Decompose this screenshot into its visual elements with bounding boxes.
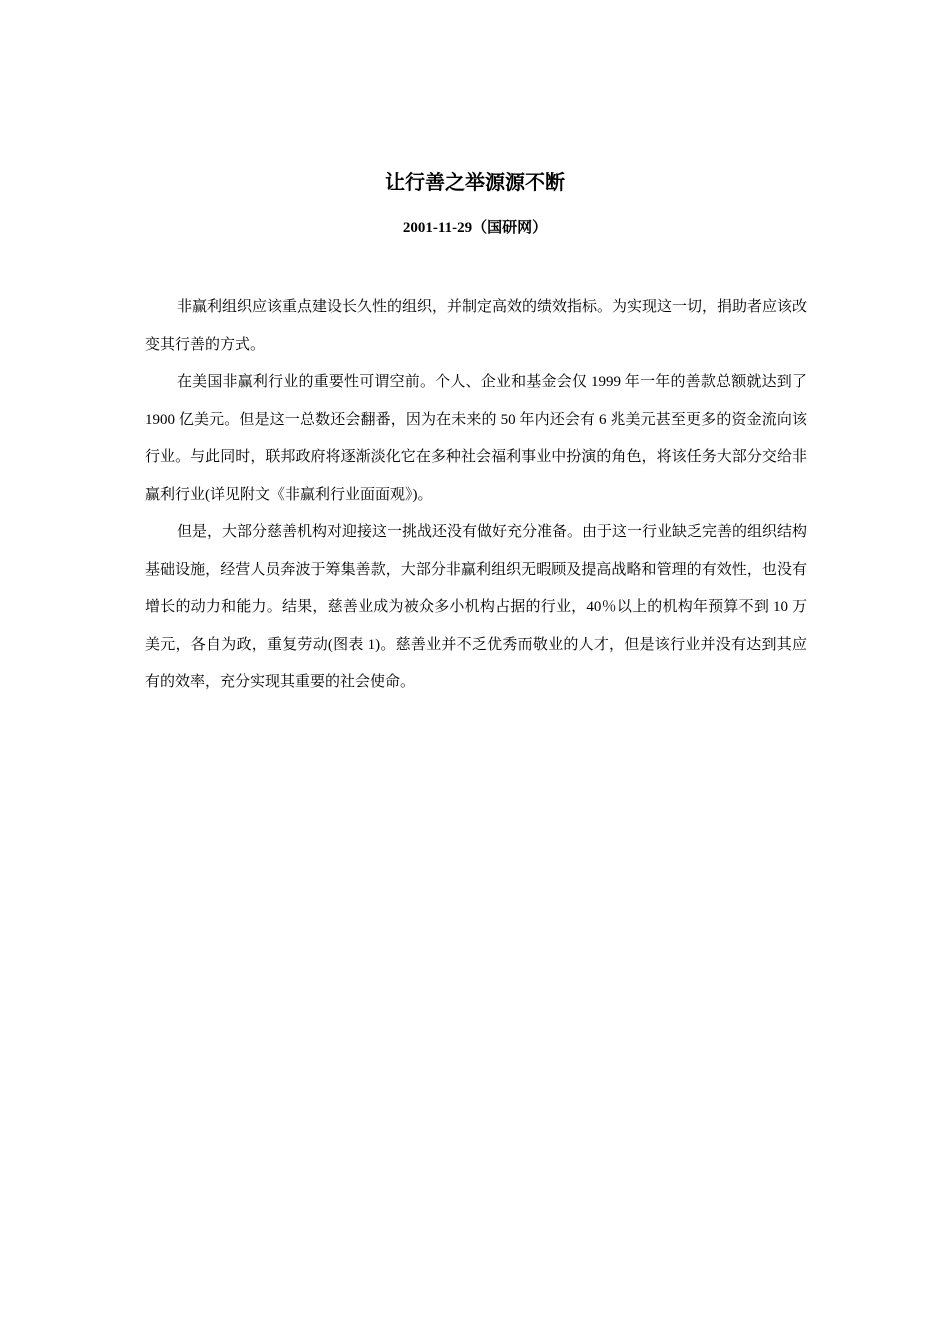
paragraph-1: 非赢利组织应该重点建设长久性的组织，并制定高效的绩效指标。为实现这一切，捐助者应该改变其行善的方式。 bbox=[145, 299, 808, 353]
paragraph-2: 在美国非赢利行业的重要性可谓空前。个人、企业和基金会仅 1999 年一年的善款总额就达到了 1900 亿美元。但是这一总数还会翻番，因为在未来的 50 年内还会有 6 兆美元甚至更多的资金流向该行业。与此同时，联邦政府将逐渐淡化它在多种社会福利事业中扮演的角色，将该任务大部分交给非赢利行业(详见附文《非赢利行业面面观》)。 bbox=[145, 374, 807, 503]
document-date-source: 2001-11-29（国研网） bbox=[402, 220, 548, 236]
document-body bbox=[145, 289, 807, 702]
document-title: 让行善之举源源不断 bbox=[385, 170, 565, 194]
paragraph-3: 但是，大部分慈善机构对迎接这一挑战还没有做好充分准备。由于这一行业缺乏完善的组织结构基础设施，经营人员奔波于筹集善款，大部分非赢利组织无暇顾及提高战略和管理的有效性，也没有增长的动力和能力。结果，慈善业成为被众多小机构占据的行业，40％以上的机构年预算不到 10 万美元，各自为政，重复劳动(图表 1)。慈善业并不乏优秀而敬业的人才，但是该行业并没有达到其应有的效率，充分实现其重要的社会使命。 bbox=[145, 524, 808, 690]
